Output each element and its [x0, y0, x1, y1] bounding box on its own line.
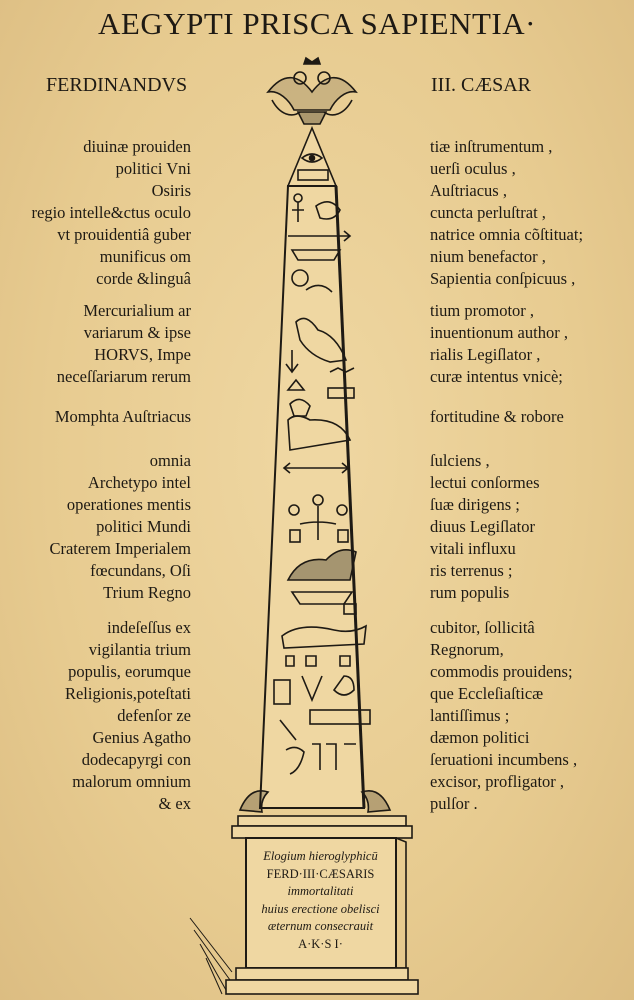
text-line: cuncta perluſtrat ,: [430, 203, 546, 222]
text-line: ſulciens ,: [430, 451, 490, 470]
inscription-line: FERD·III·CÆSARIS: [266, 866, 375, 881]
text-line: fœcundans, Oſi: [90, 561, 191, 580]
text-line: corde &linguâ: [96, 269, 191, 288]
text-line: fortitudine & robore: [430, 407, 564, 426]
text-line: curæ intentus vnicè;: [430, 367, 563, 386]
text-line: Auſtriacus ,: [430, 181, 507, 200]
text-line: indeſeſſus ex: [107, 618, 191, 637]
inscription-line: immortalitati: [287, 884, 354, 898]
header-right: III. CÆSAR: [431, 74, 532, 96]
text-line: politici Mundi: [96, 517, 191, 536]
text-line: Mercurialium ar: [83, 301, 191, 320]
text-line: inuentionum author ,: [430, 323, 568, 342]
text-line: Osiris: [151, 181, 191, 200]
pedestal-inscription: [248, 848, 393, 953]
text-line: lectui conſormes: [430, 473, 540, 492]
text-line: Regnorum,: [430, 640, 504, 659]
text-line: Genius Agatho: [92, 728, 191, 747]
text-line: nium benefactor ,: [430, 247, 546, 266]
text-line: populis, eorumque: [68, 662, 191, 681]
inscription-line: æternum consecrauit: [267, 919, 374, 933]
text-line: operationes mentis: [66, 495, 191, 514]
text-line: tiæ inſtrumentum ,: [430, 137, 553, 156]
text-line: que Eccleſiaſticæ: [430, 684, 544, 703]
text-line: & ex: [158, 794, 191, 813]
eagle-icon: [268, 58, 356, 124]
text-line: dodecapyrgi con: [81, 750, 191, 769]
text-line: Craterem Imperialem: [49, 539, 191, 558]
text-line: uerſi oculus ,: [430, 159, 516, 178]
text-line: vigilantia trium: [88, 640, 191, 659]
text-line: diuus Legiſlator: [430, 517, 535, 536]
inscription-line: A·K·S I·: [298, 936, 343, 951]
text-line: neceſſariarum rerum: [56, 367, 191, 386]
text-line: defenſor ze: [117, 706, 191, 725]
text-line: natrice omnia cõſtituat;: [430, 225, 584, 244]
text-line: pulſor .: [430, 794, 478, 813]
text-line: Trium Regno: [103, 583, 191, 602]
text-line: vt prouidentiâ guber: [57, 225, 191, 244]
text-line: cubitor, ſollicitâ: [430, 618, 535, 637]
text-line: malorum omnium: [72, 772, 191, 791]
text-line: ſeruationi incumbens ,: [430, 750, 578, 769]
text-line: tium promotor ,: [430, 301, 535, 320]
text-line: rum populis: [430, 583, 510, 602]
base-ornament-right: [362, 791, 390, 812]
text-line: politici Vni: [115, 159, 191, 178]
header-left: FERDINANDVS: [46, 74, 188, 96]
inscription-line: Elogium hieroglyphicū: [263, 849, 378, 863]
text-line: munificus om: [99, 247, 191, 266]
text-line: regio intelle&ctus oculo: [31, 203, 191, 222]
text-line: Archetypo intel: [87, 473, 191, 492]
text-line: Religionis,poteſtati: [64, 684, 191, 703]
text-line: diuinæ prouiden: [83, 137, 191, 156]
text-line: lantiſſimus ;: [430, 706, 510, 725]
text-line: ris terrenus ;: [430, 561, 513, 580]
inscription-line: huius erectione obelisci: [261, 901, 380, 916]
text-line: vitali influxu: [430, 539, 516, 558]
text-line: excisor, profligator ,: [430, 772, 565, 791]
text-line: rialis Legiſlator ,: [430, 345, 541, 364]
text-line: HORVS, Impe: [94, 345, 191, 364]
text-line: omnia: [149, 451, 191, 470]
text-line: ſuæ dirigens ;: [430, 495, 520, 514]
text-line: dæmon politici: [430, 728, 530, 747]
text-line: commodis prouidens;: [430, 662, 573, 681]
text-line: variarum & ipse: [83, 323, 191, 342]
text-line: Momphta Auſtriacus: [54, 407, 191, 426]
text-line: Sapientia conſpicuus ,: [430, 269, 576, 288]
page-title: AEGYPTI PRISCA SAPIENTIA·: [98, 6, 536, 41]
